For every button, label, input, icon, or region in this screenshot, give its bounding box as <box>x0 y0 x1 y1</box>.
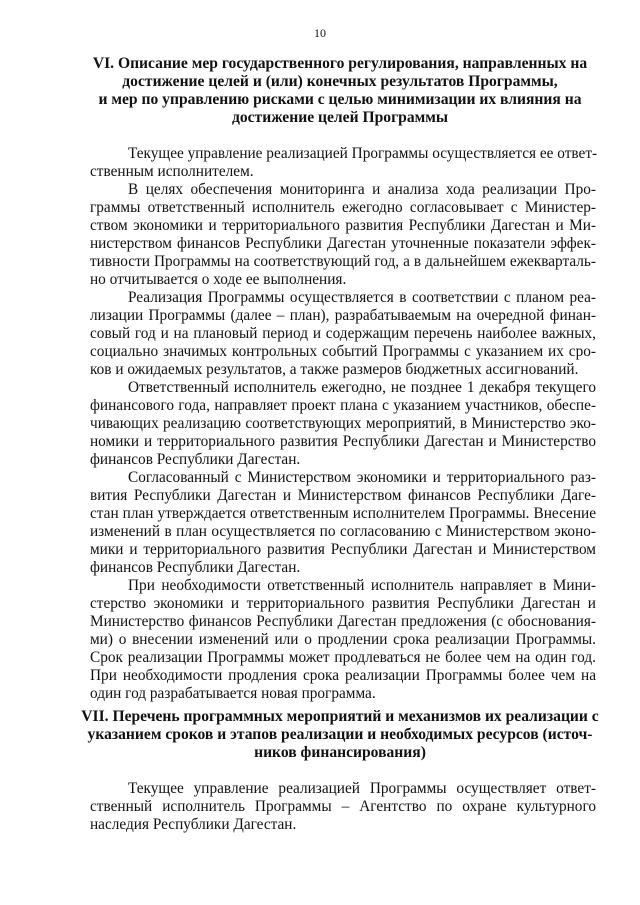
text-line: ственным исполнителем. <box>90 163 254 180</box>
text-line: При необходимости продления срока реализации Программы более чем на <box>90 667 596 684</box>
text-line: стан план утверждается ответственным исполнителем Программы. Внесение <box>90 505 596 522</box>
text-line: изменений в план осуществляется по согласованию с Министерством эконо- <box>90 523 596 540</box>
text-line: При необходимости ответственный исполнитель направляет в Мини- <box>128 577 596 594</box>
heading-line: достижение целей и (или) конечных результатов Программы, <box>122 73 558 90</box>
text-line: чивающих реализацию соответствующих мероприятий, в Министерство эко- <box>90 415 596 432</box>
heading-line: указанием сроков и этапов реализации и необходимых ресурсов (источ- <box>87 726 593 743</box>
text-line: мики и территориального развития Республики Дагестан и Министерством <box>90 541 596 558</box>
text-line: вития Республики Дагестан и Министерством финансов Республики Даге- <box>90 487 596 504</box>
text-line: Согласованный с Министерством экономики и территориального раз- <box>128 469 596 486</box>
text-line: Текущее управление реализацией Программы осуществляется ее ответ- <box>128 145 598 162</box>
heading-line: ников финансирования) <box>254 744 426 761</box>
heading-line: VII. Перечень программных мероприятий и механизмов их реализации с <box>81 708 599 725</box>
text-line: ми) о внесении изменений или о продлении срока реализации Программы. <box>90 631 596 648</box>
text-line: ков и ожидаемых результатов, а также размеров бюджетных ассигнований. <box>90 361 579 378</box>
text-line: Текущее управление реализацией Программы осуществляет ответ- <box>128 780 596 797</box>
text-line: номики и территориального развития Республики Дагестан и Министерство <box>90 433 596 450</box>
text-line: но отчитывается о ходе ее выполнения. <box>90 271 347 288</box>
text-line: финансов Республики Дагестан. <box>90 451 301 468</box>
text-line: граммы ответственный исполнитель ежегодно согласовывает с Министер- <box>90 199 596 216</box>
text-line: один год разрабатывается новая программа. <box>90 685 376 702</box>
text-line: стерство экономики и территориального развития Республики Дагестан и <box>90 595 596 612</box>
text-line: социально значимых контрольных событий Программы с указанием их сро- <box>90 343 596 360</box>
text-line: Реализация Программы осуществляется в соответствии с планом реа- <box>128 289 596 306</box>
text-line: Ответственный исполнитель ежегодно, не позднее 1 декабря текущего <box>128 379 596 396</box>
text-line: лизации Программы (далее – план), разрабатываемым на очередной финан- <box>90 307 596 324</box>
text-line: финансового года, направляет проект плана с указанием участников, обеспе- <box>90 397 596 414</box>
heading-line: и мер по управлению рисками с целью минимизации их влияния на <box>98 91 582 108</box>
text-line: ством экономики и территориального развития Республики Дагестан и Ми- <box>90 217 596 234</box>
text-line: Срок реализации Программы может продлеваться не более чем на один год. <box>90 649 596 666</box>
text-line: нистерством финансов Республики Дагестан уточненные показатели эффек- <box>90 235 596 252</box>
text-line: финансов Республики Дагестан. <box>90 559 301 576</box>
heading-line: достижение целей Программы <box>231 109 449 126</box>
text-line: тивности Программы на соответствующий год, а в дальнейшем ежекварталь- <box>90 253 596 270</box>
text-line: совый год и на плановый период и содержащим перечень наиболее важных, <box>90 325 596 342</box>
text-line: ственный исполнитель Программы – Агентство по охране культурного <box>90 798 596 815</box>
page-number: 10 <box>314 26 326 40</box>
text-line: наследия Республики Дагестан. <box>90 816 297 833</box>
text-line: В целях обеспечения мониторинга и анализа хода реализации Про- <box>128 181 596 198</box>
text-line: Министерство финансов Республики Дагестан предложения (с обоснования- <box>90 613 596 630</box>
heading-line: VI. Описание мер государственного регулирования, направленных на <box>92 55 588 72</box>
